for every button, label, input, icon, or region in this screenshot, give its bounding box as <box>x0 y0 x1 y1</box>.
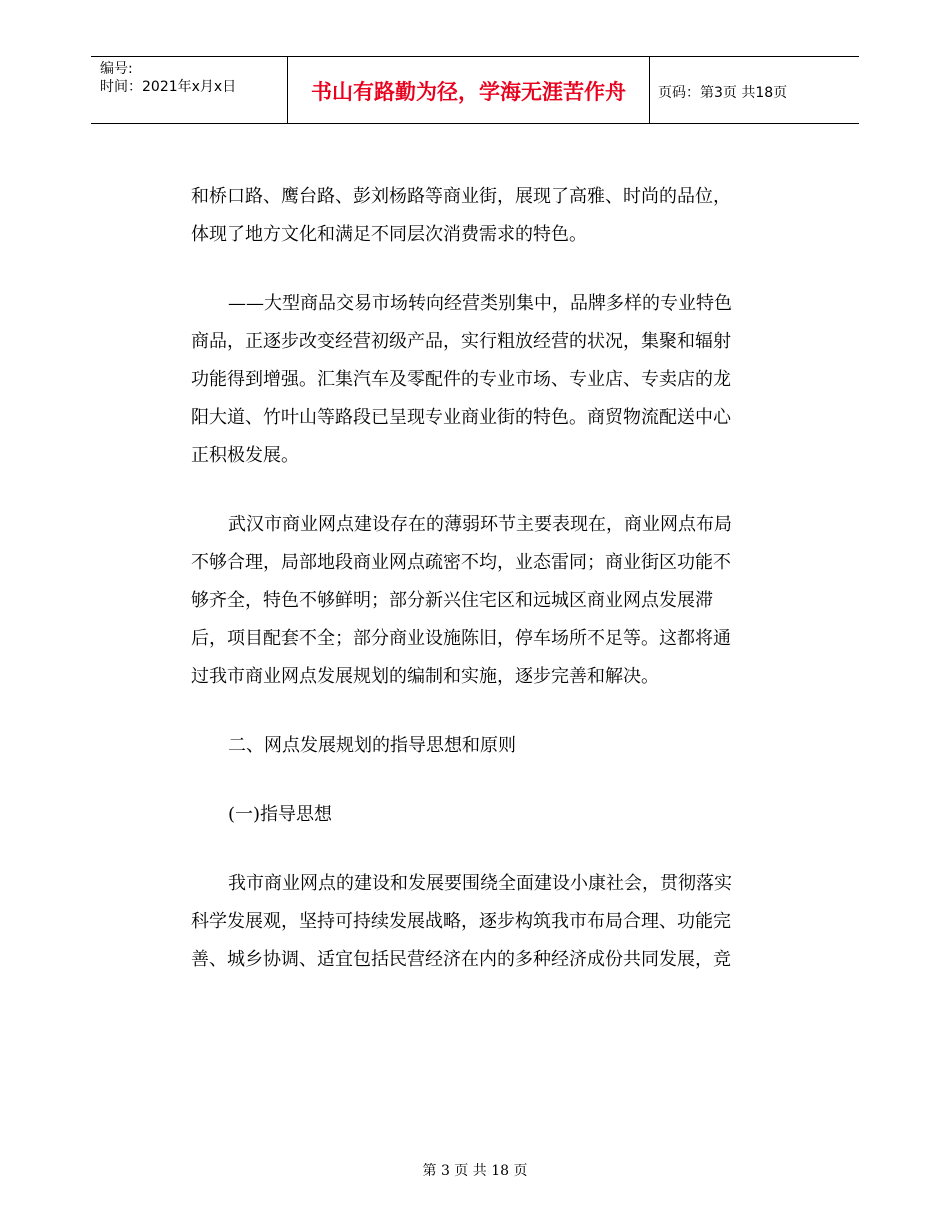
body-line: 武汉市商业网点建设存在的薄弱环节主要表现在，商业网点布局 <box>228 514 732 535</box>
page-footer: 第 3 页 共 18 页 <box>422 1163 528 1179</box>
document-time-label: 时间：2021年x月x日 <box>100 79 237 95</box>
document-header <box>91 56 859 124</box>
body-line: 体现了地方文化和满足不同层次消费需求的特色。 <box>191 224 587 245</box>
body-line: 我市商业网点的建设和发展要围绕全面建设小康社会，贯彻落实 <box>228 873 732 894</box>
section-heading: 二、网点发展规划的指导思想和原则 <box>228 735 516 756</box>
subsection-heading: (一)指导思想 <box>228 804 333 825</box>
body-line: 阳大道、竹叶山等路段已呈现专业商业街的特色。商贸物流配送中心 <box>191 407 731 428</box>
header-meta <box>91 57 287 123</box>
body-line: 够齐全，特色不够鲜明；部分新兴住宅区和远城区商业网点发展滞 <box>191 590 713 611</box>
body-line: 正积极发展。 <box>191 445 299 466</box>
body-line: 和桥口路、鹰台路、彭刘杨路等商业街，展现了高雅、时尚的品位， <box>191 186 731 207</box>
body-line: 商品，正逐步改变经营初级产品，实行粗放经营的状况，集聚和辐射 <box>191 331 731 352</box>
body-line: 功能得到增强。汇集汽车及零配件的专业市场、专业店、专卖店的龙 <box>191 369 731 390</box>
body-line: 善、城乡协调、适宜包括民营经济在内的多种经济成份共同发展，竞 <box>191 949 731 970</box>
body-line: 后，项目配套不全；部分商业设施陈旧，停车场所不足等。这都将通 <box>191 628 731 649</box>
body-line: ——大型商品交易市场转向经营类别集中，品牌多样的专业特色 <box>228 293 732 314</box>
document-body <box>191 178 761 979</box>
document-number-label: 编号: <box>100 61 133 77</box>
header-motto: 书山有路勤为径，学海无涯苦作舟 <box>311 80 626 104</box>
body-line: 科学发展观，坚持可持续发展战略，逐步构筑我市布局合理、功能完 <box>191 911 731 932</box>
header-motto-cell <box>287 57 650 123</box>
body-line: 不够合理，局部地段商业网点疏密不均，业态雷同；商业街区功能不 <box>191 552 731 573</box>
body-line: 过我市商业网点发展规划的编制和实施，逐步完善和解决。 <box>191 666 659 687</box>
header-page-info: 页码：第3页 共18页 <box>658 85 788 101</box>
